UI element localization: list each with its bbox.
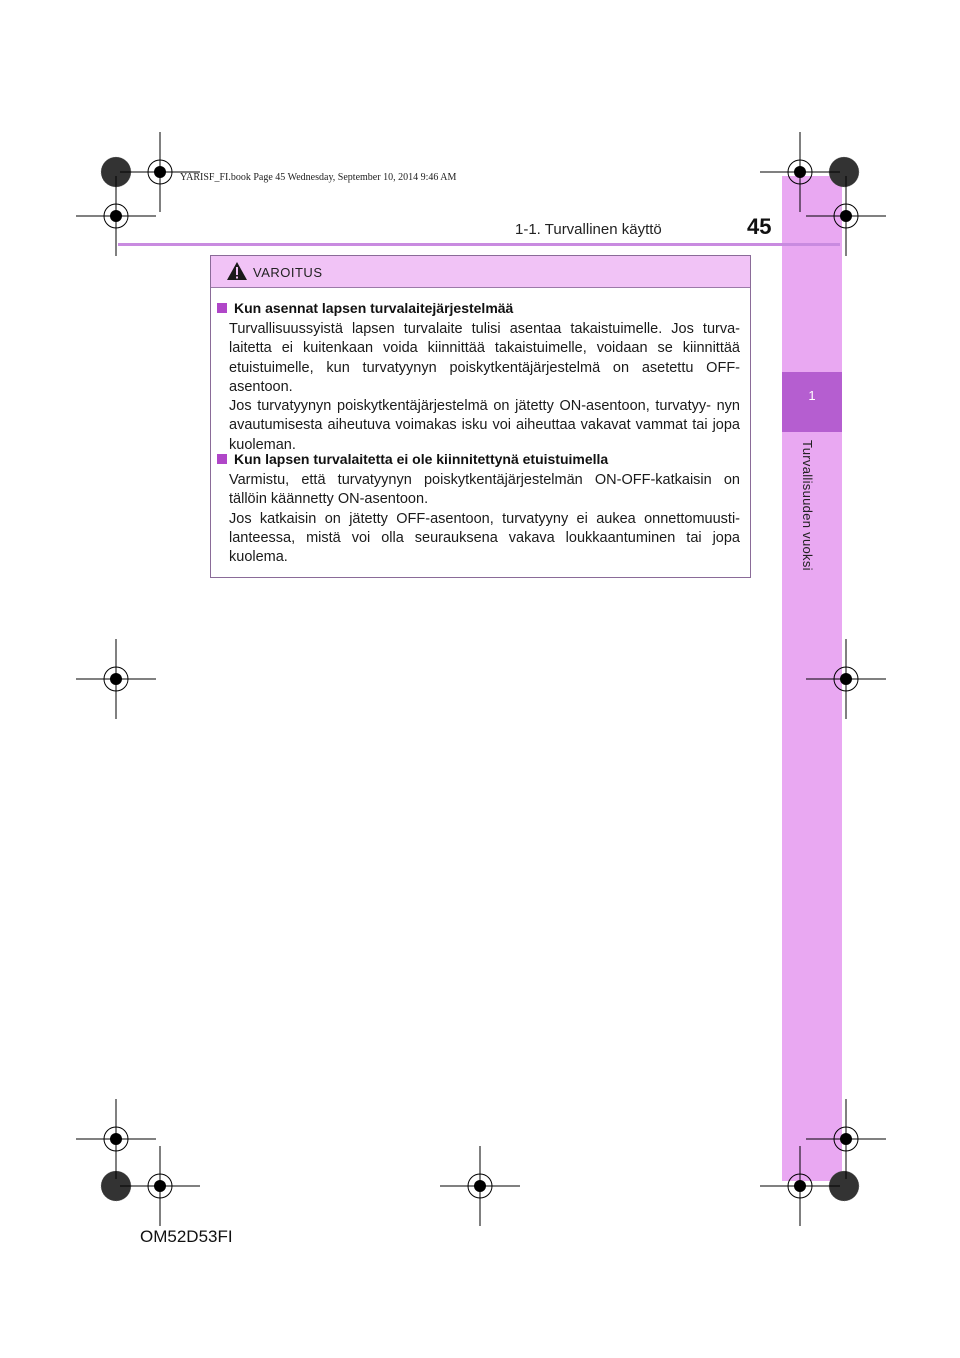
section-title: 1-1. Turvallinen käyttö xyxy=(515,221,662,238)
document-code: OM52D53FI xyxy=(140,1227,233,1246)
paragraph: Jos katkaisin on jätetty OFF-asentoon, turvatyyny ei aukea onnettomuusti- lanteessa, mistä voi olla seurauksena vakava loukkaantuminen tai jopa kuolema. xyxy=(229,510,740,566)
warning-title: VAROITUS xyxy=(253,265,323,280)
warning-item-heading: Kun asennat lapsen turvalaitejärjestelmää xyxy=(217,300,513,316)
paragraph: Turvallisuussyistä lapsen turvalaite tulisi asentaa takaistuimelle. Jos turva- laitetta ei kuitenkaan voida kiinnittää takaistuimelle, voidaan se kiinnittää etuistuimelle, kun turvatyynyn poiskytkentäjärjestelmä on asetettu OFF- asentoon. xyxy=(229,321,740,395)
warning-item-heading: Kun lapsen turvalaitetta ei ole kiinnitettynä etuistuimella xyxy=(217,451,608,467)
book-meta: YARISF_FI.book Page 45 Wednesday, September 10, 2014 9:46 AM xyxy=(180,172,457,183)
chapter-number: 1 xyxy=(808,388,816,403)
paragraph: Jos turvatyynyn poiskytkentäjärjestelmä on jätetty ON-asentoon, turvatyy- nyn avautumisesta aiheutuva voimakas isku voi aiheuttaa vakavat vammat tai jopa kuoleman. xyxy=(229,398,740,453)
chapter-title: Turvallisuuden vuoksi xyxy=(800,440,815,571)
page-number: 45 xyxy=(747,214,772,239)
paragraph: Varmistu, että turvatyynyn poiskytkentäjärjestelmän ON-OFF-katkaisin on tällöin käännetty ON-asentoon. xyxy=(229,472,740,508)
